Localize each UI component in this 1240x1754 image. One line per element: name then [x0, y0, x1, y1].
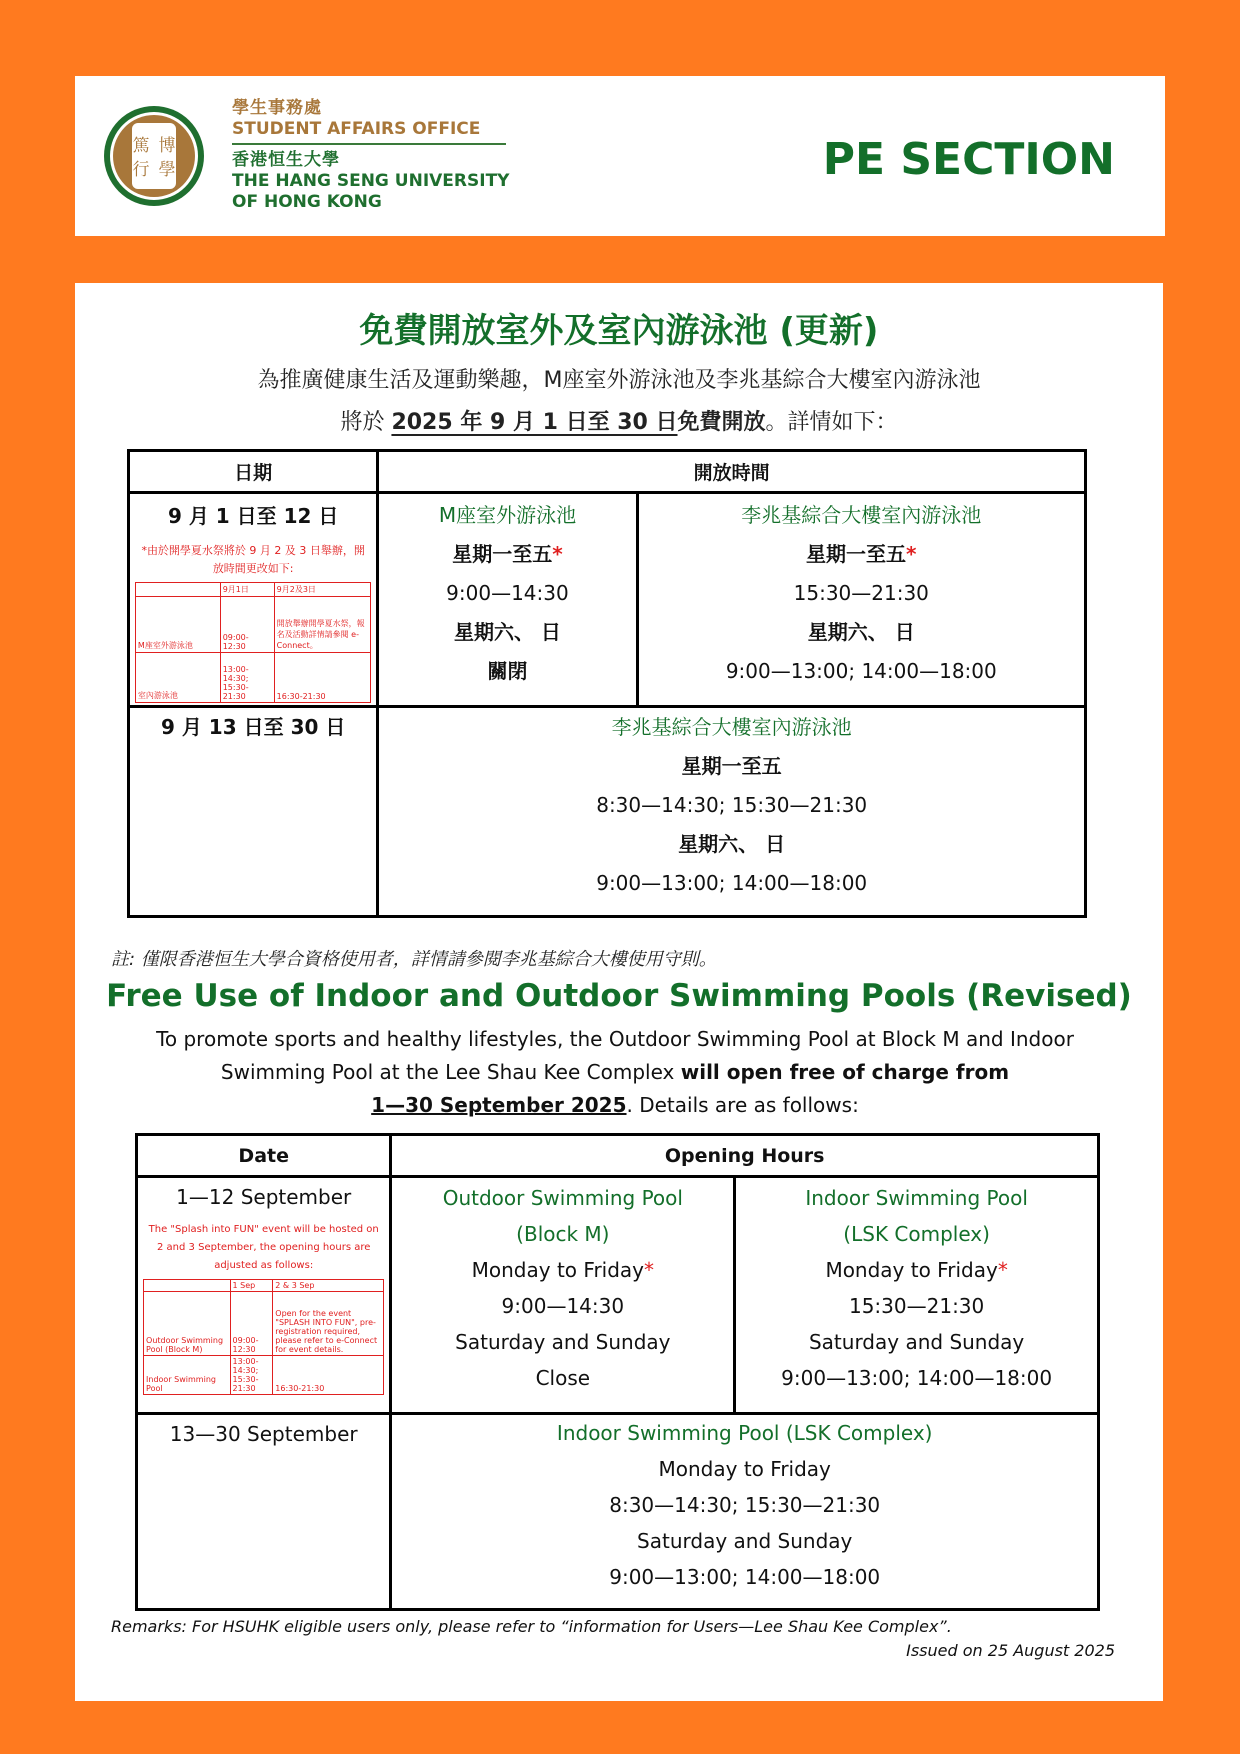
zh-row2-weekday-hours: 8:30—14:30; 15:30—21:30 [596, 793, 868, 817]
university-name-en-1: THE HANG SENG UNIVERSITY [232, 171, 510, 191]
zh-outdoor-name: M座室外游泳池 [438, 503, 577, 527]
en-intro [115, 1023, 1115, 1122]
zh-row2-weekday: 星期一至五 [681, 754, 782, 778]
svg-text:學: 學 [158, 160, 176, 180]
en-intro-line-3: 1—30 September 2025. Details are as follows: [371, 1093, 859, 1117]
zh-schedule-table [127, 449, 1087, 918]
svg-text:博: 博 [158, 136, 176, 156]
zh-row2-pool: 李兆基綜合大樓室內游泳池 [611, 715, 852, 739]
en-row1-note: The "Splash into FUN" event will be hosted on 2 and 3 September, the opening hours are adjusted as follows: [148, 1224, 379, 1271]
en-row2-weekend: Saturday and Sunday [637, 1529, 853, 1553]
zh-col-hours: 開放時間 [378, 451, 1086, 493]
en-indoor-weekday: Monday to Friday* [825, 1258, 1008, 1282]
zh-mini-table: 9月1日 9月2及3日 M座室外游泳池 09:00-12:30 開放舉辦開學夏水祭，報名及活動詳情請參閱 e-Connect。 室內游泳池 13:00-14:30; 15:30-21:30 16:30-21:30 [135, 582, 372, 703]
zh-row2-weekend: 星期六、 日 [678, 832, 786, 856]
issued-date: Issued on 25 August 2025 [906, 1641, 1115, 1660]
zh-outdoor-weekday: 星期一至五* [452, 542, 563, 566]
zh-row2-weekend-hours: 9:00—13:00; 14:00—18:00 [596, 871, 868, 895]
en-outdoor-name-2: (Block M) [516, 1222, 610, 1246]
zh-indoor-name: 李兆基綜合大樓室內游泳池 [741, 503, 982, 527]
en-outdoor-weekday-hours: 9:00—14:30 [501, 1294, 625, 1318]
en-outdoor-weekend-hours: Close [535, 1366, 591, 1390]
en-outdoor-name-1: Outdoor Swimming Pool [442, 1186, 683, 1210]
en-indoor-weekend: Saturday and Sunday [808, 1330, 1025, 1354]
en-mini-table: 1 Sep 2 & 3 Sep Outdoor Swimming Pool (Block M) 09:00-12:30 Open for the event "SPLASH INTO FUN", pre-registration required, please refer to e-Connect for event details. Indoor Swimming Pool 13:00-14:30; 15:30-21:30 16:30-21:30 [143, 1279, 384, 1395]
university-name-zh: 香港恒生大學 [232, 150, 340, 170]
university-name-en-2: OF HONG KONG [232, 192, 382, 212]
en-row2-date-cell [137, 1414, 391, 1610]
en-outdoor-cell [391, 1177, 735, 1414]
en-indoor-weekday-hours: 15:30—21:30 [848, 1294, 985, 1318]
zh-outdoor-weekend: 星期六、 日 [453, 620, 561, 644]
zh-row1-date: 9 月 1 日至 12 日 [167, 504, 339, 528]
zh-row2-hours-cell [378, 707, 1086, 917]
zh-intro-line-2: 將於 2025 年 9 月 1 日至 30 日免費開放。詳情如下： [340, 410, 898, 435]
zh-row1-date-cell [129, 493, 378, 707]
en-col-hours: Opening Hours [391, 1135, 1099, 1177]
organization-block [232, 97, 532, 213]
zh-row2-date: 9 月 13 日至 30 日 [160, 715, 346, 739]
en-title: Free Use of Indoor and Outdoor Swimming Pools (Revised) [106, 978, 1132, 1014]
en-row1-date: 1—12 September [176, 1185, 352, 1209]
en-row1-date-cell [137, 1177, 391, 1414]
en-open-date: 1—30 September 2025 [371, 1093, 627, 1117]
en-row2-weekday: Monday to Friday [658, 1457, 831, 1481]
en-row2-pool: Indoor Swimming Pool (LSK Complex) [556, 1421, 933, 1445]
en-row2-hours-cell [391, 1414, 1099, 1610]
zh-intro-line-1: 為推廣健康生活及運動樂趣，M座室外游泳池及李兆基綜合大樓室內游泳池 [257, 368, 981, 393]
en-outdoor-weekend: Saturday and Sunday [455, 1330, 671, 1354]
en-row2-date: 13—30 September [169, 1422, 358, 1446]
en-intro-line-2: Swimming Pool at the Lee Shau Kee Complex will open free of charge from [220, 1060, 1010, 1084]
org-name-zh: 學生事務處 [232, 98, 322, 118]
en-outdoor-weekday: Monday to Friday* [471, 1258, 655, 1282]
zh-indoor-weekday-hours: 15:30—21:30 [793, 581, 929, 605]
zh-footnote: 註: 僅限香港恒生大學合資格使用者，詳情請參閱李兆基綜合大樓使用守則。 [111, 949, 717, 970]
svg-text:篤: 篤 [132, 136, 150, 156]
zh-outdoor-weekend-hours: 關閉 [487, 659, 528, 683]
zh-outdoor-weekday-hours: 9:00—14:30 [446, 581, 569, 605]
en-indoor-weekend-hours: 9:00—13:00; 14:00—18:00 [781, 1366, 1053, 1390]
org-name-en: STUDENT AFFAIRS OFFICE [232, 119, 481, 139]
en-intro-line-1: To promote sports and healthy lifestyles, the Outdoor Swimming Pool at Block M and Indoor [156, 1027, 1074, 1051]
en-row2-weekend-hours: 9:00—13:00; 14:00—18:00 [609, 1565, 881, 1589]
notice-panel [75, 283, 1163, 1701]
en-schedule-table [135, 1133, 1100, 1611]
zh-indoor-cell [637, 493, 1085, 707]
zh-indoor-weekend: 星期六、 日 [807, 620, 915, 644]
en-indoor-name-2: (LSK Complex) [843, 1222, 990, 1246]
zh-open-date: 2025 年 9 月 1 日至 30 日 [391, 410, 678, 435]
zh-indoor-weekend-hours: 9:00—13:00; 14:00—18:00 [725, 659, 997, 683]
zh-row1-note: *由於開學夏水祭將於 9 月 2 及 3 日舉辦，開放時間更改如下: [141, 544, 365, 575]
zh-outdoor-cell [378, 493, 637, 707]
zh-title: 免費開放室外及室內游泳池 (更新) [359, 311, 879, 351]
zh-row2-date-cell [129, 707, 378, 917]
zh-indoor-weekday: 星期一至五* [806, 542, 917, 566]
en-indoor-name-1: Indoor Swimming Pool [805, 1186, 1028, 1210]
en-indoor-cell [735, 1177, 1099, 1414]
zh-col-date: 日期 [129, 451, 378, 493]
university-logo [101, 103, 207, 209]
en-row2-weekday-hours: 8:30—14:30; 15:30—21:30 [609, 1493, 881, 1517]
divider [232, 143, 506, 145]
section-title: PE SECTION [822, 134, 1115, 185]
header-panel [75, 76, 1165, 236]
en-remarks: Remarks: For HSUHK eligible users only, please refer to “information for Users—Lee Shau Kee Complex”. [111, 1617, 952, 1636]
en-col-date: Date [137, 1135, 391, 1177]
svg-text:行: 行 [132, 160, 150, 180]
